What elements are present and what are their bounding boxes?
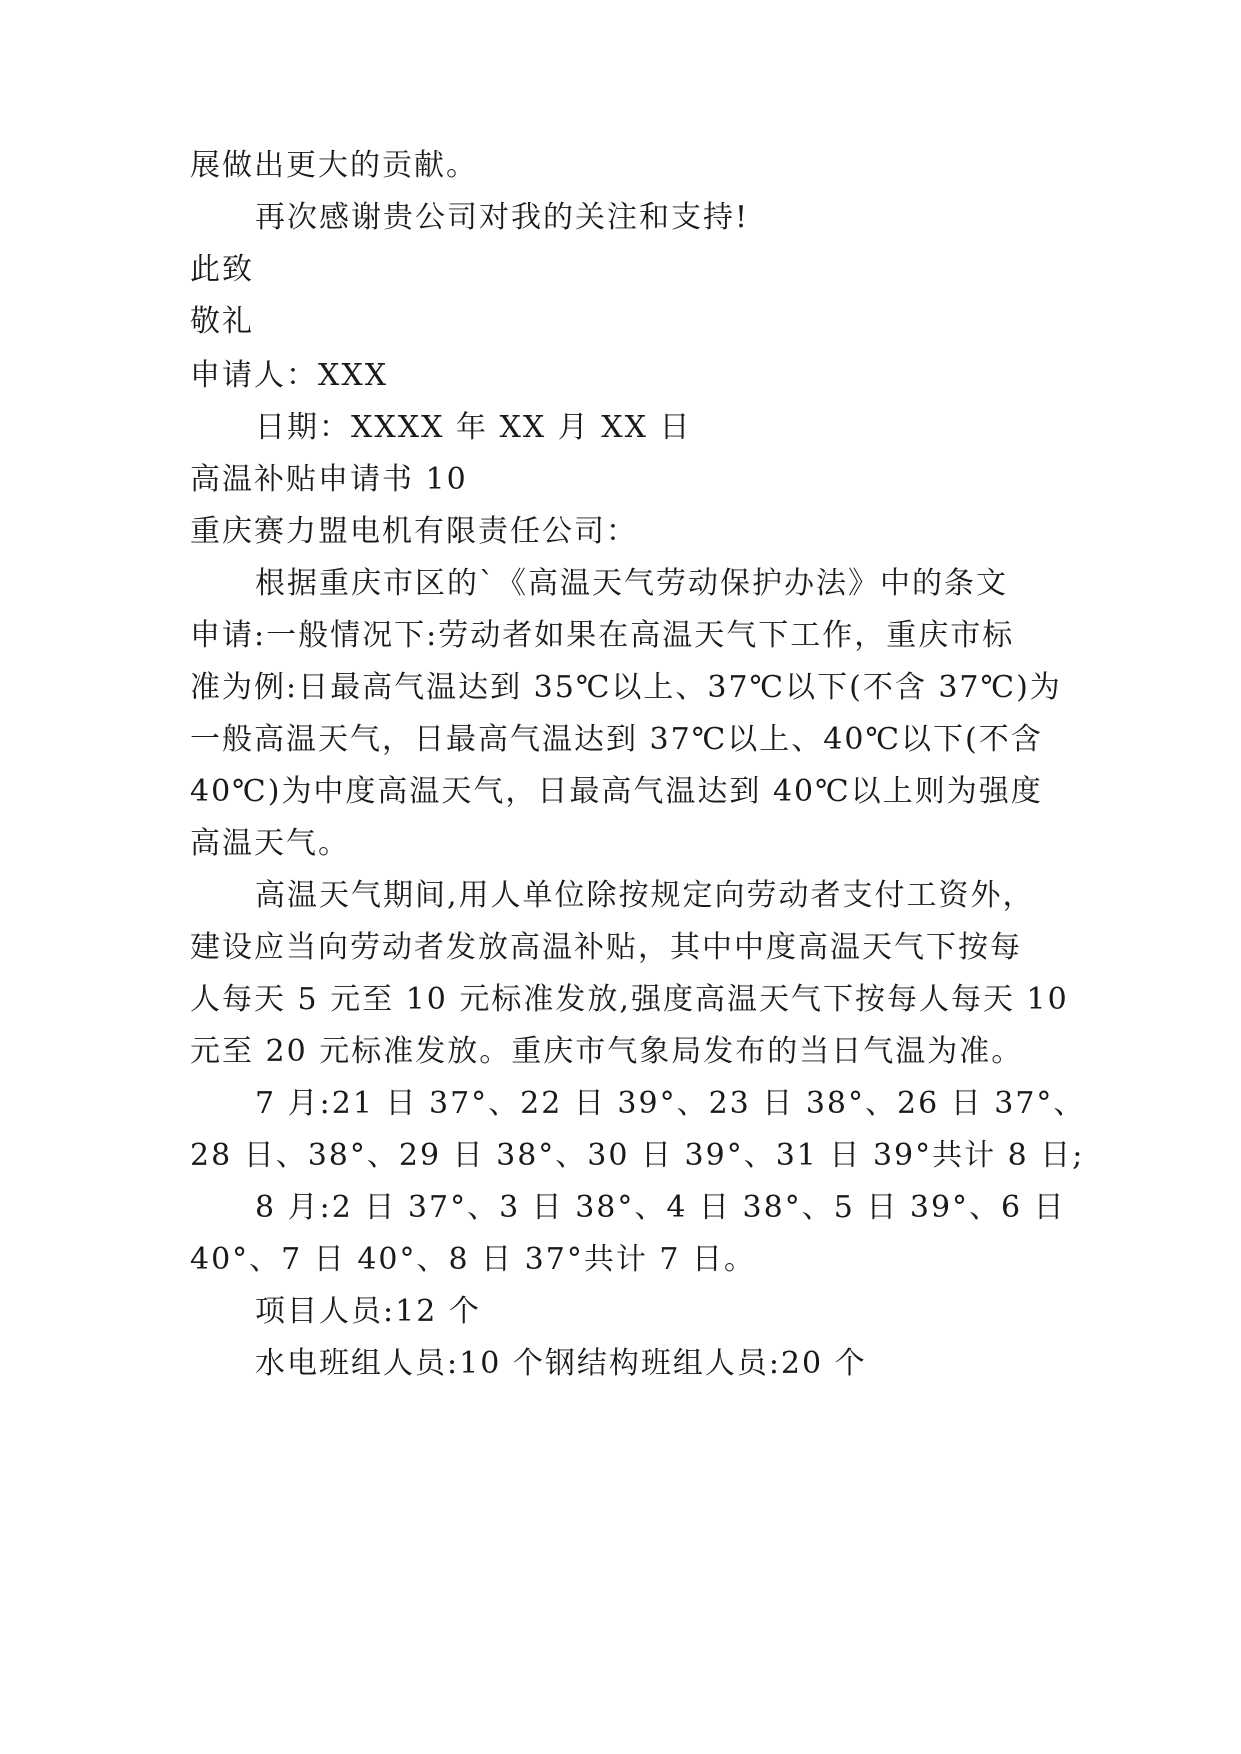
text-line-17: 人每天 5 元至 10 元标准发放,强度高温天气下按每人每天 10 <box>190 982 1069 1017</box>
text-line-12: 一般高温天气，日最高气温达到 37℃以上、40℃以下(不含 <box>190 722 1043 757</box>
text-line-21: 8 月:2 日 37°、3 日 38°、4 日 38°、5 日 39°、6 日 <box>255 1190 1066 1225</box>
text-line-5: 申请人：XXX <box>190 358 389 393</box>
text-line-18: 元至 20 元标准发放。重庆市气象局发布的当日气温为准。 <box>190 1034 1024 1069</box>
text-line-2: 再次感谢贵公司对我的关注和支持! <box>255 200 750 235</box>
text-line-24: 水电班组人员:10 个钢结构班组人员:20 个 <box>255 1346 867 1381</box>
text-line-9: 根据重庆市区的`《高温天气劳动保护办法》中的条文 <box>255 566 1008 601</box>
text-line-1: 展做出更大的贡献。 <box>190 148 478 183</box>
text-line-6: 日期：XXXX 年 XX 月 XX 日 <box>255 410 692 445</box>
text-line-8: 重庆赛力盟电机有限责任公司： <box>190 514 638 549</box>
text-line-16: 建设应当向劳动者发放高温补贴，其中中度高温天气下按每 <box>190 930 1022 965</box>
text-line-10: 申请:一般情况下:劳动者如果在高温天气下工作，重庆市标 <box>190 618 1015 653</box>
text-line-13: 40℃)为中度高温天气，日最高气温达到 40℃以上则为强度 <box>190 774 1043 809</box>
text-line-19: 7 月:21 日 37°、22 日 39°、23 日 38°、26 日 37°、 <box>255 1086 1086 1121</box>
text-line-3: 此致 <box>190 252 254 287</box>
text-line-15: 高温天气期间,用人单位除按规定向劳动者支付工资外， <box>255 878 1035 913</box>
text-line-7: 高温补贴申请书 10 <box>190 462 468 497</box>
text-line-14: 高温天气。 <box>190 826 350 861</box>
text-line-23: 项目人员:12 个 <box>255 1294 481 1329</box>
text-line-20: 28 日、38°、29 日 38°、30 日 39°、31 日 39°共计 8 日; <box>190 1138 1085 1173</box>
text-line-4: 敬礼 <box>190 304 254 339</box>
text-line-22: 40°、7 日 40°、8 日 37°共计 7 日。 <box>190 1242 756 1277</box>
text-line-11: 准为例:日最高气温达到 35℃以上、37℃以下(不含 37℃)为 <box>190 670 1062 705</box>
